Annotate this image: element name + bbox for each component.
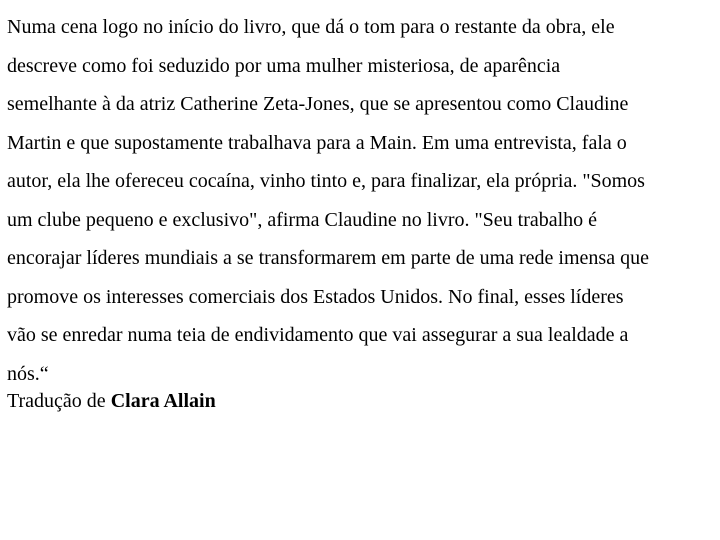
paragraph <box>7 13 717 398</box>
text-line: promove os interesses comerciais dos Estados Unidos. No final, esses líderes <box>7 285 624 308</box>
text-line: nós.“ <box>7 362 49 385</box>
translator-name: Clara Allain <box>110 390 216 412</box>
credit-prefix: Tradução de <box>7 390 111 412</box>
text-line: um clube pequeno e exclusivo", afirma Claudine no livro. "Seu trabalho é <box>7 208 598 231</box>
text-line: semelhante à da atriz Catherine Zeta-Jones, que se apresentou como Claudine <box>7 93 629 115</box>
text-line: Martin e que supostamente trabalhava para a Main. Em uma entrevista, fala o <box>7 131 627 154</box>
text-line: autor, ela lhe ofereceu cocaína, vinho tinto e, para finalizar, ela própria. "Somos <box>7 170 645 192</box>
text-line: encorajar líderes mundiais a se transformarem em parte de uma rede imensa que <box>7 247 649 269</box>
text-line: descreve como foi seduzido por uma mulher misteriosa, de aparência <box>7 54 561 77</box>
translation-credit <box>7 387 717 415</box>
document-body <box>7 13 717 415</box>
text-line: Numa cena logo no início do livro, que dá o tom para o restante da obra, ele <box>7 16 615 38</box>
text-line: vão se enredar numa teia de endividamento que vai assegurar a sua lealdade a <box>7 324 629 346</box>
